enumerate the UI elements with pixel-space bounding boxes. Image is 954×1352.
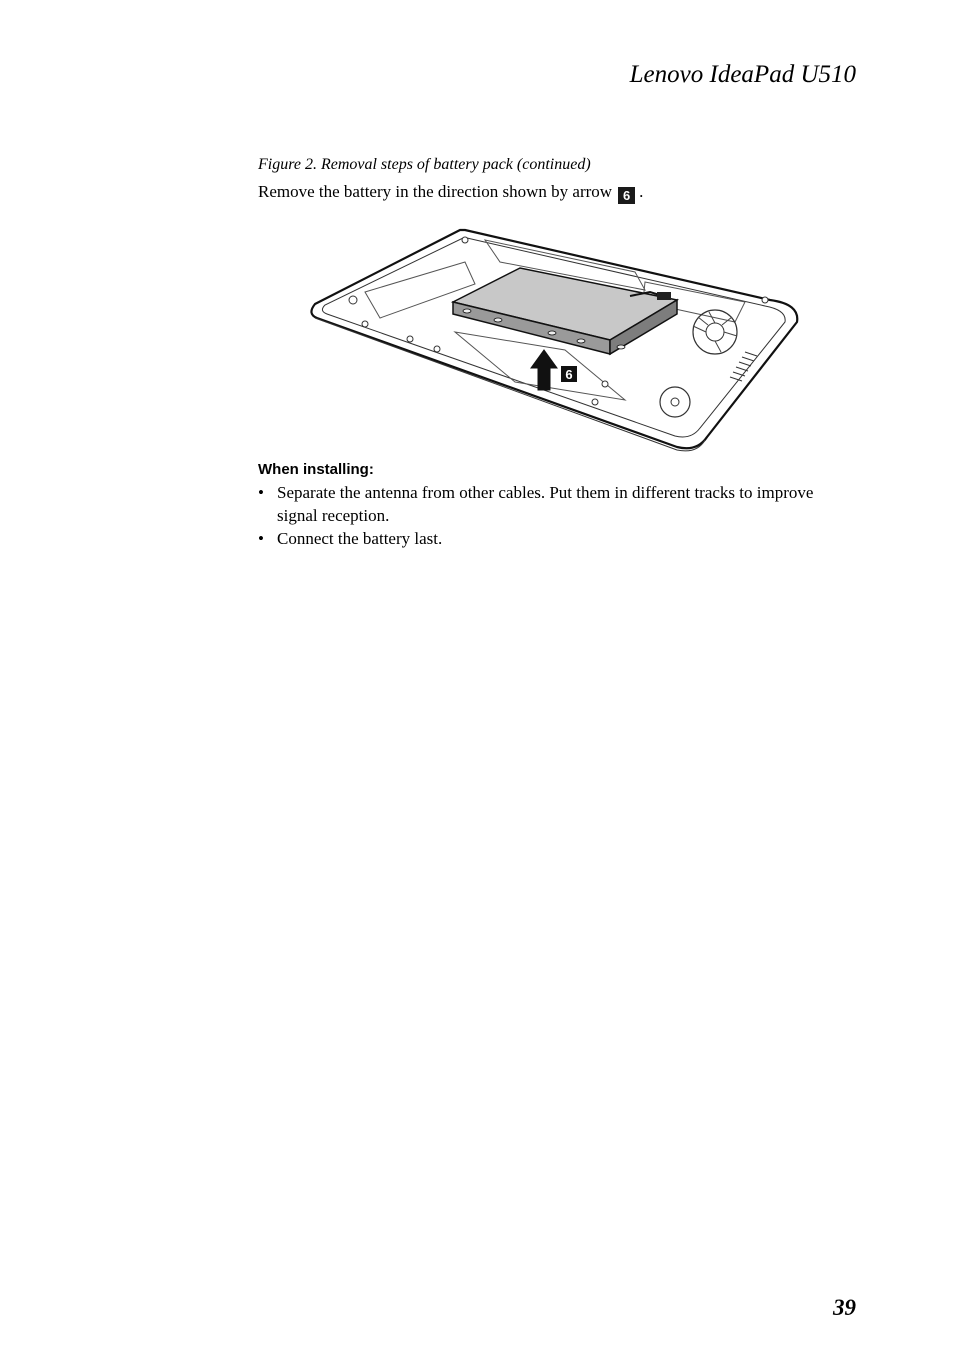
instruction-line bbox=[258, 181, 643, 204]
installing-list bbox=[258, 482, 818, 552]
installing-heading: When installing: bbox=[258, 461, 374, 478]
instruction-text: Remove the battery in the direction shown by arrow bbox=[258, 182, 613, 201]
battery-removal-illustration bbox=[305, 222, 805, 457]
manual-title: Lenovo IdeaPad U510 bbox=[629, 61, 856, 88]
list-item-text: Connect the battery last. bbox=[277, 529, 443, 548]
step-badge: 6 bbox=[618, 187, 635, 204]
instruction-trailing: . bbox=[639, 182, 644, 201]
bullet-marker: • bbox=[258, 483, 264, 502]
figure-caption: Figure 2. Removal steps of battery pack (continued) bbox=[258, 156, 591, 173]
bullet-marker: • bbox=[258, 529, 264, 548]
battery-connector bbox=[657, 292, 671, 300]
list-item bbox=[258, 528, 818, 551]
list-item bbox=[258, 482, 818, 527]
list-item-text: Separate the antenna from other cables. Put them in different tracks to improve signal reception. bbox=[277, 483, 814, 525]
page-number: 39 bbox=[833, 1295, 856, 1320]
callout-label: 6 bbox=[565, 367, 573, 382]
